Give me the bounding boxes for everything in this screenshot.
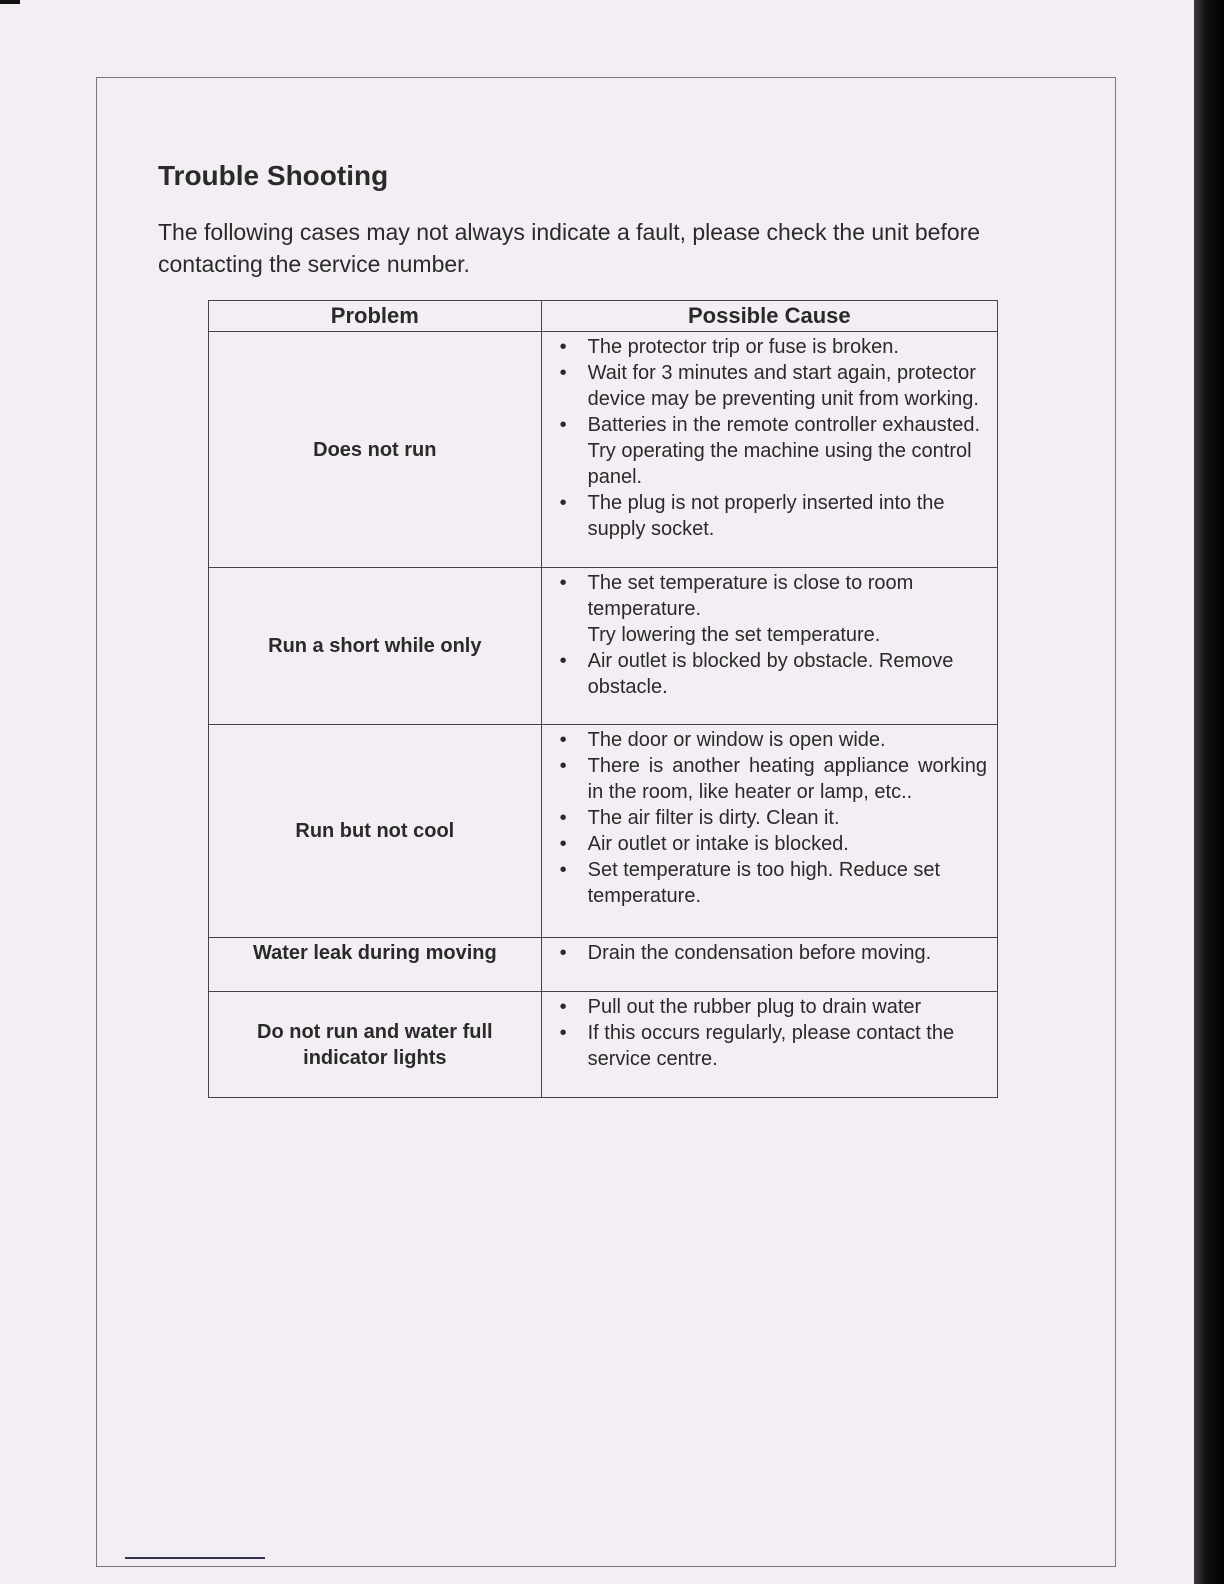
cause-item: • The door or window is open wide. <box>588 727 987 753</box>
problem-cell: Run but not cool <box>209 725 542 938</box>
cause-header: Possible Cause <box>541 301 997 332</box>
cause-item: • The air filter is dirty. Clean it. <box>588 805 987 831</box>
scan-edge-shadow <box>1194 0 1224 1584</box>
cause-item: • Air outlet or intake is blocked. <box>588 831 987 857</box>
page-title: Trouble Shooting <box>158 160 389 191</box>
cause-item: • The plug is not properly inserted into the supply socket. <box>588 490 987 542</box>
cause-list <box>588 994 987 1072</box>
cause-item: • There is another heating appliance working in the room, like heater or lamp, etc.. <box>588 753 987 805</box>
footer-rule <box>125 1557 265 1559</box>
table-row <box>209 725 998 938</box>
problem-cell: Water leak during moving <box>209 938 542 992</box>
cause-list <box>588 334 987 542</box>
cause-cell <box>541 725 997 938</box>
troubleshooting-table <box>208 300 998 1098</box>
table-row <box>209 938 998 992</box>
cause-item: • The set temperature is close to room temperature. <box>588 570 987 622</box>
table-row <box>209 992 998 1098</box>
cause-item: • Drain the condensation before moving. <box>588 940 987 966</box>
problem-cell: Run a short while only <box>209 568 542 725</box>
problem-cell: Does not run <box>209 332 542 568</box>
cause-cell <box>541 938 997 992</box>
cause-item: • The protector trip or fuse is broken. <box>588 334 987 360</box>
cause-cell <box>541 992 997 1098</box>
cause-item: • Wait for 3 minutes and start again, protector device may be preventing unit from working. <box>588 360 987 412</box>
cause-list <box>588 940 987 966</box>
problem-header: Problem <box>209 301 542 332</box>
cause-item: • Pull out the rubber plug to drain water <box>588 994 987 1020</box>
cause-item: • Air outlet is blocked by obstacle. Remove obstacle. <box>588 648 987 700</box>
cause-item: • If this occurs regularly, please contact the service centre. <box>588 1020 987 1072</box>
cause-cell <box>541 332 997 568</box>
cause-item: Try lowering the set temperature. <box>587 624 881 646</box>
problem-cell: Do not run and water full indicator lights <box>209 992 542 1098</box>
intro-paragraph: The following cases may not always indicate a fault, please check the unit before contacting the service number. <box>158 219 981 277</box>
cause-cell <box>541 568 997 725</box>
cause-item: • Set temperature is too high. Reduce set temperature. <box>588 857 987 909</box>
table-header-row <box>209 301 998 332</box>
scan-edge-mark <box>0 0 20 4</box>
table-row <box>209 568 998 725</box>
table-row <box>209 332 998 568</box>
cause-item: • Batteries in the remote controller exhausted. Try operating the machine using the control panel. <box>588 412 987 490</box>
cause-list <box>588 570 987 700</box>
cause-list <box>588 727 987 909</box>
